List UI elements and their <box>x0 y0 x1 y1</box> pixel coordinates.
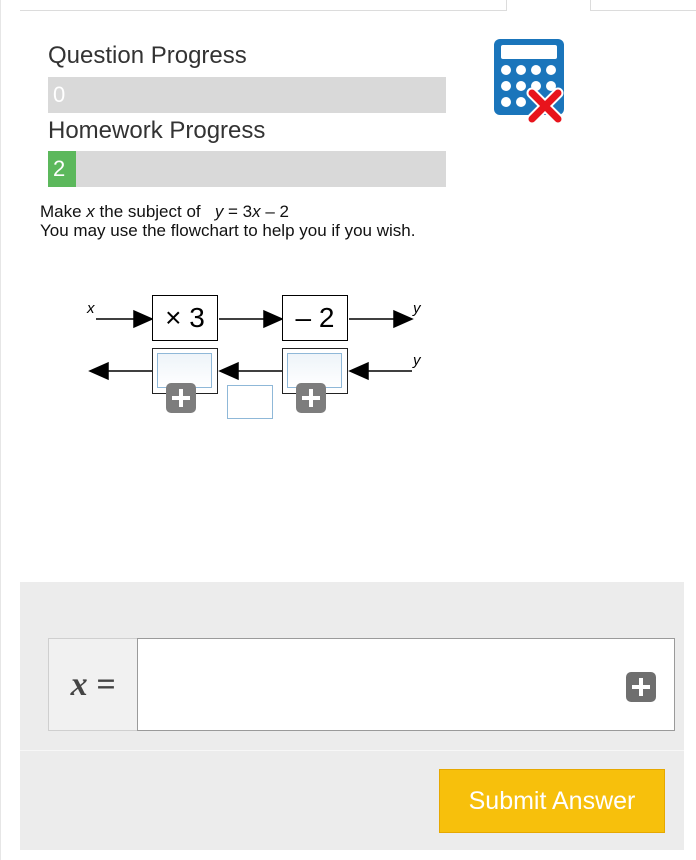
equation-y: y <box>214 202 224 221</box>
answer-input[interactable] <box>137 638 675 731</box>
tab-strip-right <box>590 0 696 11</box>
calculator-disabled-icon[interactable] <box>492 38 568 128</box>
question-hint: You may use the flowchart to help you if you wish. <box>40 221 416 240</box>
question-statement <box>40 202 289 221</box>
question-var-x: x <box>86 202 95 221</box>
question-text-prefix: Make <box>40 202 87 221</box>
flowchart-step-multiply: × 3 <box>152 295 218 341</box>
question-progress-bar <box>48 77 446 113</box>
flowchart-reverse-input-y: y <box>413 352 421 369</box>
plus-icon-vertical <box>309 389 313 407</box>
homework-progress-value: 2 <box>48 151 76 187</box>
tab-strip-left <box>20 0 507 11</box>
plus-icon-vertical <box>639 678 643 696</box>
equation-x: x <box>252 202 261 221</box>
flowchart-middle-input[interactable] <box>227 385 273 419</box>
equation-rest: = 3 <box>223 202 253 221</box>
answer-label: x = <box>48 638 138 731</box>
submit-answer-button[interactable]: Submit Answer <box>439 769 665 833</box>
flowchart-output-y: y <box>413 300 421 317</box>
plus-icon-vertical <box>179 389 183 407</box>
homework-progress-bar <box>48 151 446 187</box>
panel-divider <box>20 750 684 751</box>
flowchart-step-subtract: – 2 <box>282 295 348 341</box>
flowchart-input-x: x <box>87 300 95 317</box>
answer-insert-button[interactable] <box>626 672 656 702</box>
flowchart-insert-button-2[interactable] <box>296 383 326 413</box>
question-progress-value: 0 <box>53 82 66 107</box>
equation-tail: – 2 <box>260 202 290 221</box>
question-text-mid: the subject of <box>94 202 215 221</box>
page-border <box>0 0 1 860</box>
homework-progress-label: Homework Progress <box>48 117 266 144</box>
question-progress-label: Question Progress <box>48 42 247 69</box>
flowchart-insert-button-1[interactable] <box>166 383 196 413</box>
